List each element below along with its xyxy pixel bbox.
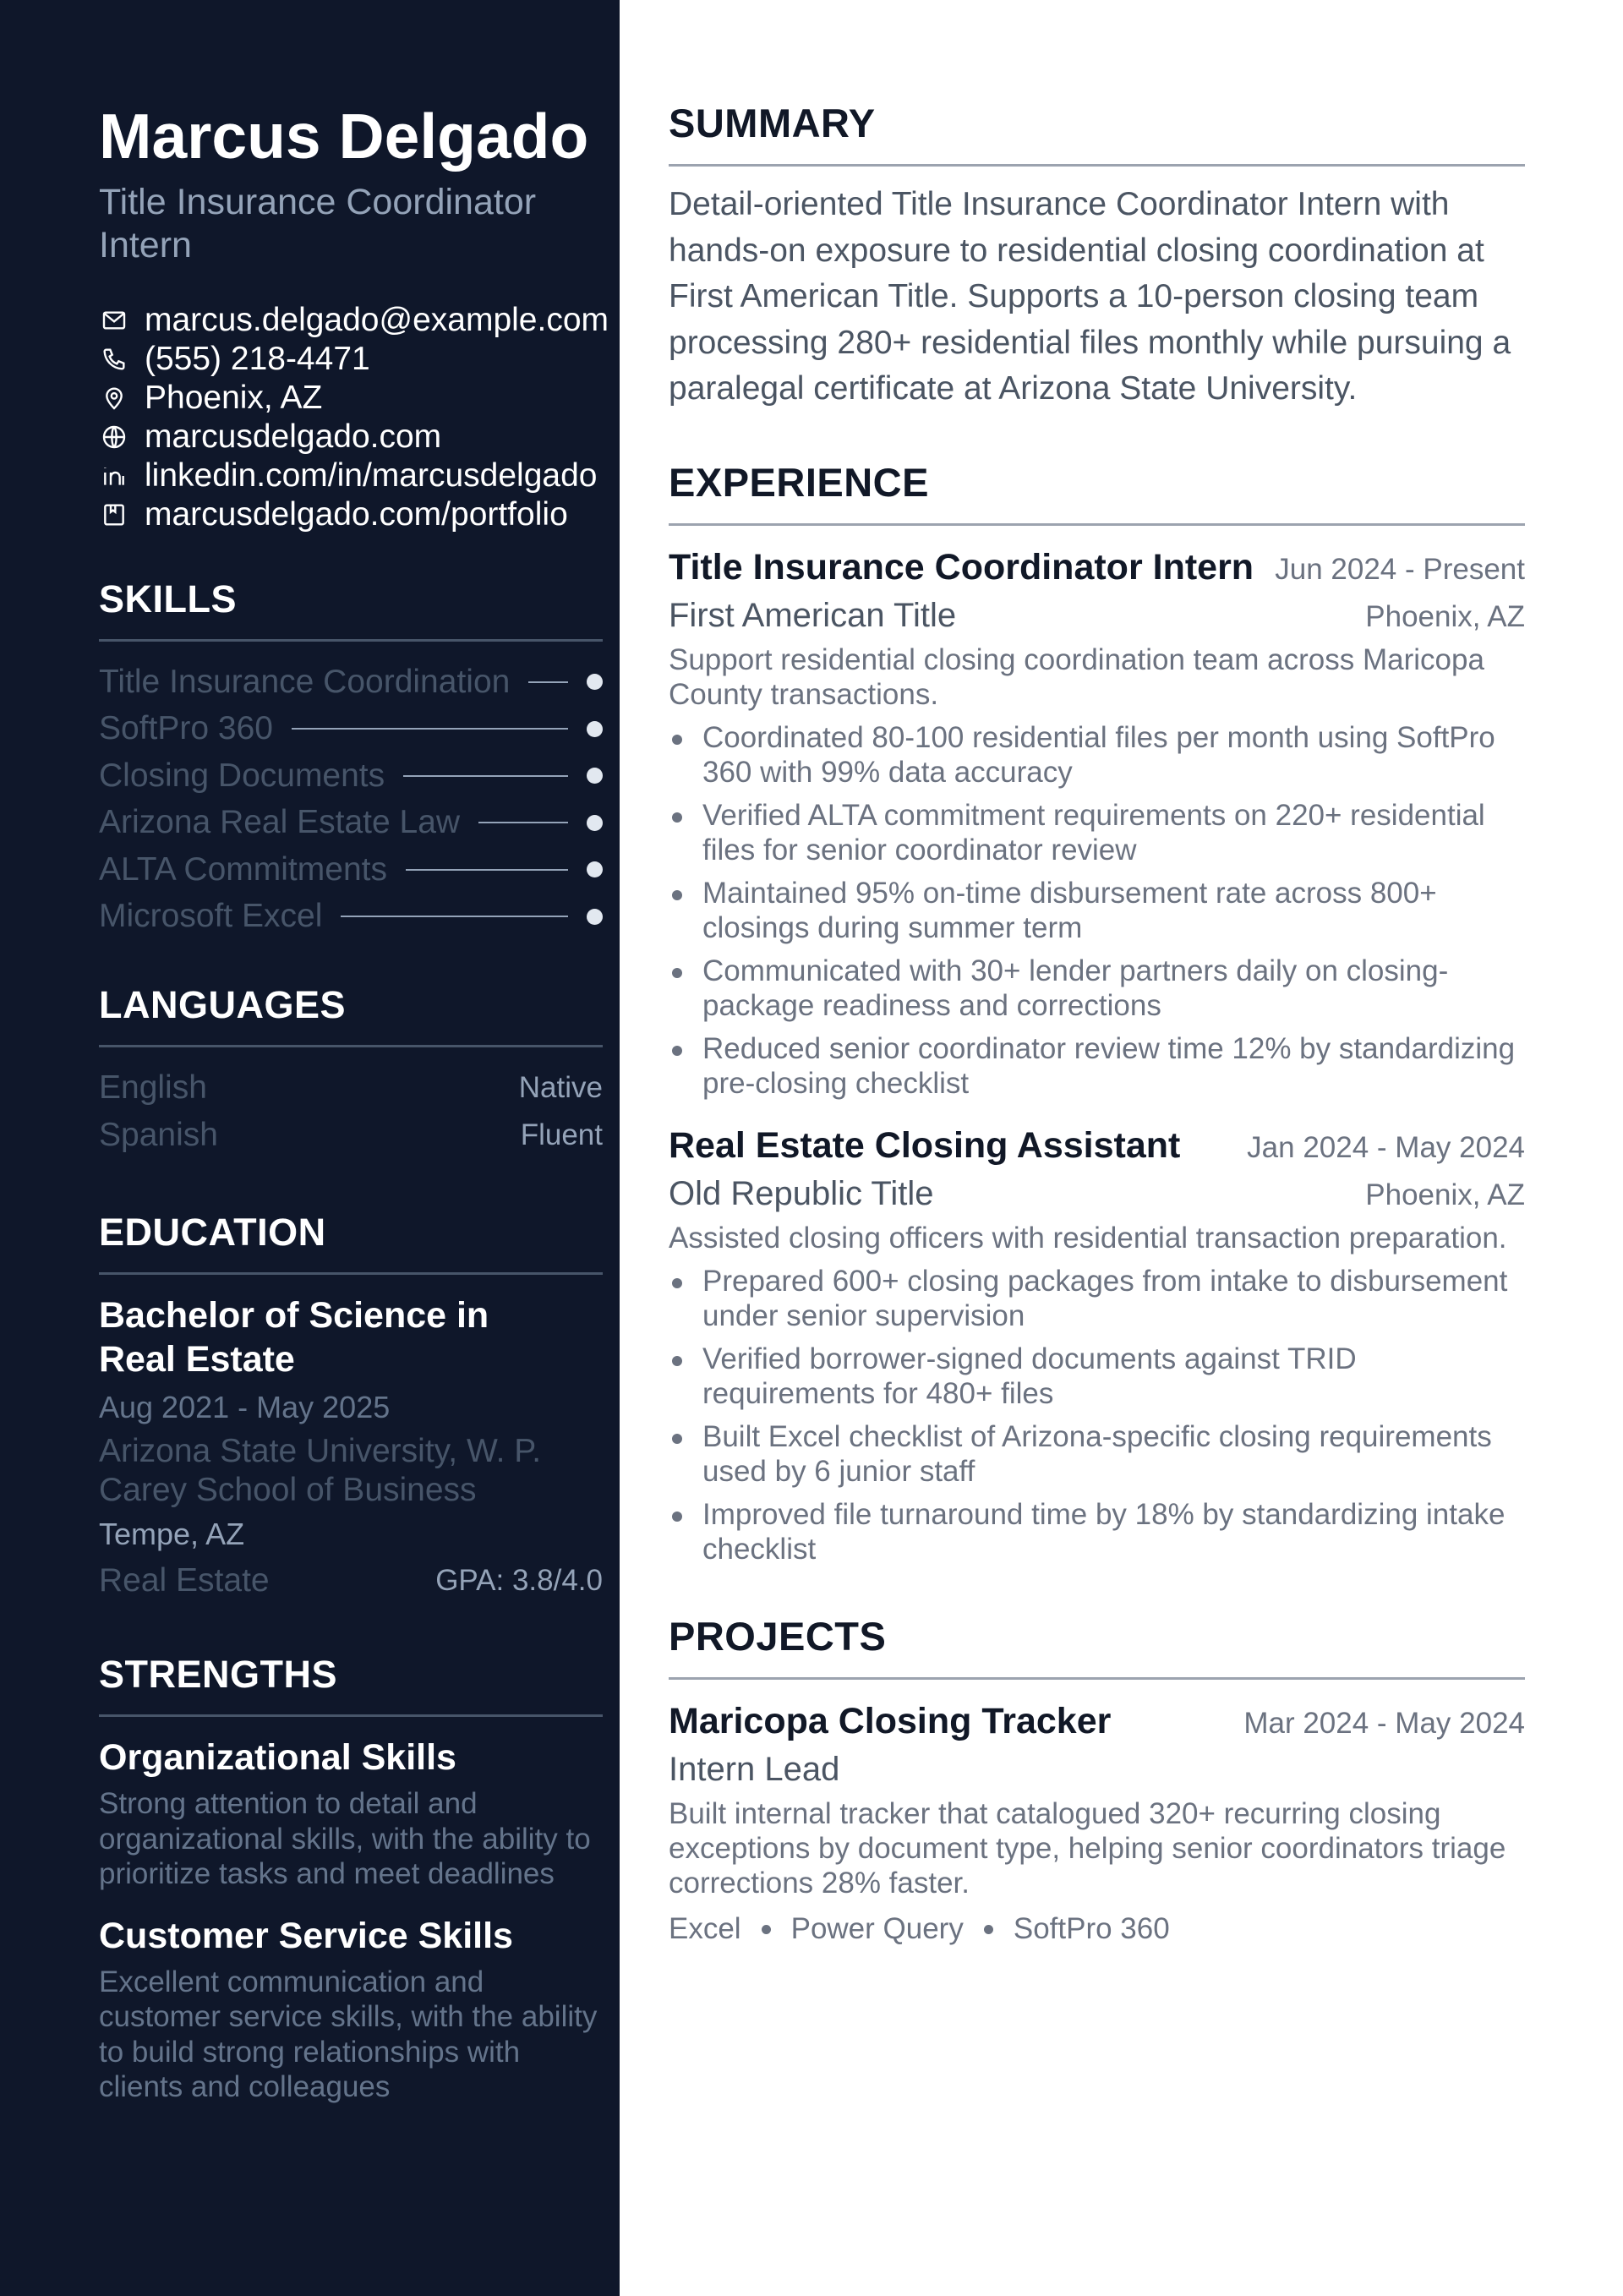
summary-section [669, 100, 1525, 413]
contact-location-text: Phoenix, AZ [145, 380, 323, 416]
skills-heading: SKILLS [99, 577, 603, 642]
skill-label: SoftPro 360 [99, 710, 273, 747]
skill-level-dot [587, 861, 603, 877]
skill-item [99, 800, 603, 847]
language-list [99, 1064, 603, 1159]
skill-label: Closing Documents [99, 757, 385, 794]
contact-email[interactable] [99, 301, 609, 340]
mail-icon [99, 305, 129, 336]
job-bullets [669, 1264, 1525, 1566]
skill-item [99, 846, 603, 894]
education-dates: Aug 2021 - May 2025 [99, 1390, 391, 1424]
job-bullet: Coordinated 80-100 residential files per month using SoftPro 360 with 99% data accuracy [669, 720, 1525, 790]
globe-icon [99, 422, 129, 452]
job-entry [669, 544, 1525, 1101]
language-name: Spanish [99, 1117, 218, 1153]
tech-separator-dot [984, 1925, 993, 1934]
education-details [99, 1562, 603, 1599]
language-item [99, 1112, 603, 1159]
language-level: Native [518, 1071, 603, 1104]
project-tech-list [669, 1911, 1525, 1948]
project-tech-item: Power Query [790, 1912, 964, 1945]
candidate-role: Title Insurance Coordinator Intern [99, 182, 537, 265]
experience-section [669, 459, 1525, 1575]
skill-line [403, 775, 568, 777]
skill-level-dot [587, 721, 603, 737]
job-bullet: Communicated with 30+ lender partners daily on closing-package readiness and corrections [669, 954, 1525, 1023]
project-tech-item: Excel [669, 1912, 741, 1945]
job-description: Support residential closing coordination team across Maricopa County transactions. [669, 643, 1484, 711]
contact-list [99, 301, 609, 534]
project-tech-item: SoftPro 360 [1013, 1912, 1170, 1945]
tech-separator-dot [762, 1925, 771, 1934]
sidebar [0, 0, 620, 2296]
skill-level-dot [587, 815, 603, 831]
summary-heading: SUMMARY [669, 100, 1525, 167]
strengths-heading: STRENGTHS [99, 1652, 603, 1717]
job-bullet: Verified borrower-signed documents against TRID requirements for 480+ files [669, 1342, 1525, 1411]
job-description: Assisted closing officers with residential transaction preparation. [669, 1222, 1507, 1255]
contact-website-text: marcusdelgado.com [145, 418, 442, 455]
candidate-name: Marcus Delgado [99, 101, 589, 172]
linkedin-icon [99, 461, 129, 491]
project-role: Intern Lead [669, 1751, 840, 1788]
skill-item [99, 894, 603, 941]
project-dates: Mar 2024 - May 2024 [1243, 1707, 1525, 1740]
language-level: Fluent [520, 1118, 603, 1151]
job-bullets [669, 720, 1525, 1101]
skill-list [99, 659, 603, 940]
project-entry [669, 1698, 1525, 1948]
job-bullet: Built Excel checklist of Arizona-specific closing requirements used by 6 junior staff [669, 1419, 1525, 1489]
skill-line [341, 916, 568, 917]
strength-description: Excellent communication and customer service skills, with the ability to build strong relationships with clients and colleagues [99, 1965, 598, 2103]
skill-line [292, 728, 568, 730]
job-dates: Jan 2024 - May 2024 [1247, 1131, 1525, 1164]
job-bullet: Verified ALTA commitment requirements on 220+ residential files for senior coordinator review [669, 798, 1525, 867]
strength-title: Customer Service Skills [99, 1915, 513, 1956]
job-title: Title Insurance Coordinator Intern [669, 547, 1254, 588]
education-location: Tempe, AZ [99, 1517, 245, 1551]
language-name: English [99, 1069, 207, 1106]
contact-linkedin[interactable] [99, 456, 603, 495]
languages-heading: LANGUAGES [99, 982, 603, 1047]
education-school: Arizona State University, W. P. Carey School of Business [99, 1433, 542, 1508]
education-section [99, 1210, 603, 1599]
contact-phone[interactable] [99, 340, 603, 379]
skill-label: ALTA Commitments [99, 850, 387, 888]
contact-email-text: marcus.delgado@example.com [145, 302, 609, 338]
projects-section [669, 1613, 1525, 1948]
skill-label: Microsoft Excel [99, 898, 323, 935]
skill-label: Arizona Real Estate Law [99, 804, 461, 841]
contact-website[interactable] [99, 418, 603, 456]
skill-level-dot [587, 768, 603, 784]
contact-location [99, 379, 603, 418]
education-gpa: GPA: 3.8/4.0 [435, 1564, 603, 1597]
skill-label: Title Insurance Coordination [99, 663, 511, 700]
languages-section [99, 982, 603, 1159]
skill-item [99, 659, 603, 706]
strength-item [99, 1736, 603, 1892]
location-pin-icon [99, 383, 129, 413]
skill-item [99, 752, 603, 800]
strengths-section [99, 1652, 603, 2105]
job-company: First American Title [669, 597, 957, 634]
education-heading: EDUCATION [99, 1210, 603, 1275]
skills-section [99, 577, 603, 940]
skill-line [528, 681, 568, 683]
contact-portfolio-text: marcusdelgado.com/portfolio [145, 496, 568, 533]
education-major: Real Estate [99, 1562, 270, 1599]
strength-item [99, 1914, 603, 2105]
job-bullet: Maintained 95% on-time disbursement rate across 800+ closings during summer term [669, 876, 1525, 945]
skill-line [478, 822, 568, 823]
strength-title: Organizational Skills [99, 1737, 456, 1778]
job-company: Old Republic Title [669, 1175, 934, 1212]
phone-icon [99, 344, 129, 374]
strength-description: Strong attention to detail and organizational skills, with the ability to prioritize tasks and meet deadlines [99, 1787, 591, 1890]
education-degree: Bachelor of Science in Real Estate [99, 1295, 489, 1380]
contact-portfolio[interactable] [99, 495, 603, 534]
skill-level-dot [587, 909, 603, 925]
job-bullet: Improved file turnaround time by 18% by standardizing intake checklist [669, 1497, 1525, 1566]
projects-heading: PROJECTS [669, 1613, 1525, 1680]
skill-line [406, 869, 568, 871]
summary-text: Detail-oriented Title Insurance Coordinator Intern with hands-on exposure to residential closing coordination at First American Title. Supports a 10-person closing team processing 280+ residential files monthly while pursuing a paralegal certificate at Arizona State University. [669, 186, 1511, 407]
job-dates: Jun 2024 - Present [1275, 553, 1525, 586]
skill-item [99, 706, 603, 753]
contact-phone-text: (555) 218-4471 [145, 341, 370, 377]
language-item [99, 1064, 603, 1112]
job-title: Real Estate Closing Assistant [669, 1125, 1181, 1166]
job-location: Phoenix, AZ [1365, 1178, 1525, 1211]
experience-heading: EXPERIENCE [669, 459, 1525, 526]
job-entry [669, 1123, 1525, 1566]
project-description: Built internal tracker that catalogued 320+ recurring closing exceptions by document type, helping senior coordinators triage corrections 28% faster. [669, 1797, 1506, 1900]
job-location: Phoenix, AZ [1365, 600, 1525, 633]
job-bullet: Prepared 600+ closing packages from intake to disbursement under senior supervision [669, 1264, 1525, 1333]
portfolio-icon [99, 500, 129, 530]
contact-linkedin-text: linkedin.com/in/marcusdelgado [145, 457, 598, 494]
job-bullet: Reduced senior coordinator review time 12% by standardizing pre-closing checklist [669, 1031, 1525, 1101]
skill-level-dot [587, 674, 603, 690]
project-title: Maricopa Closing Tracker [669, 1701, 1112, 1741]
